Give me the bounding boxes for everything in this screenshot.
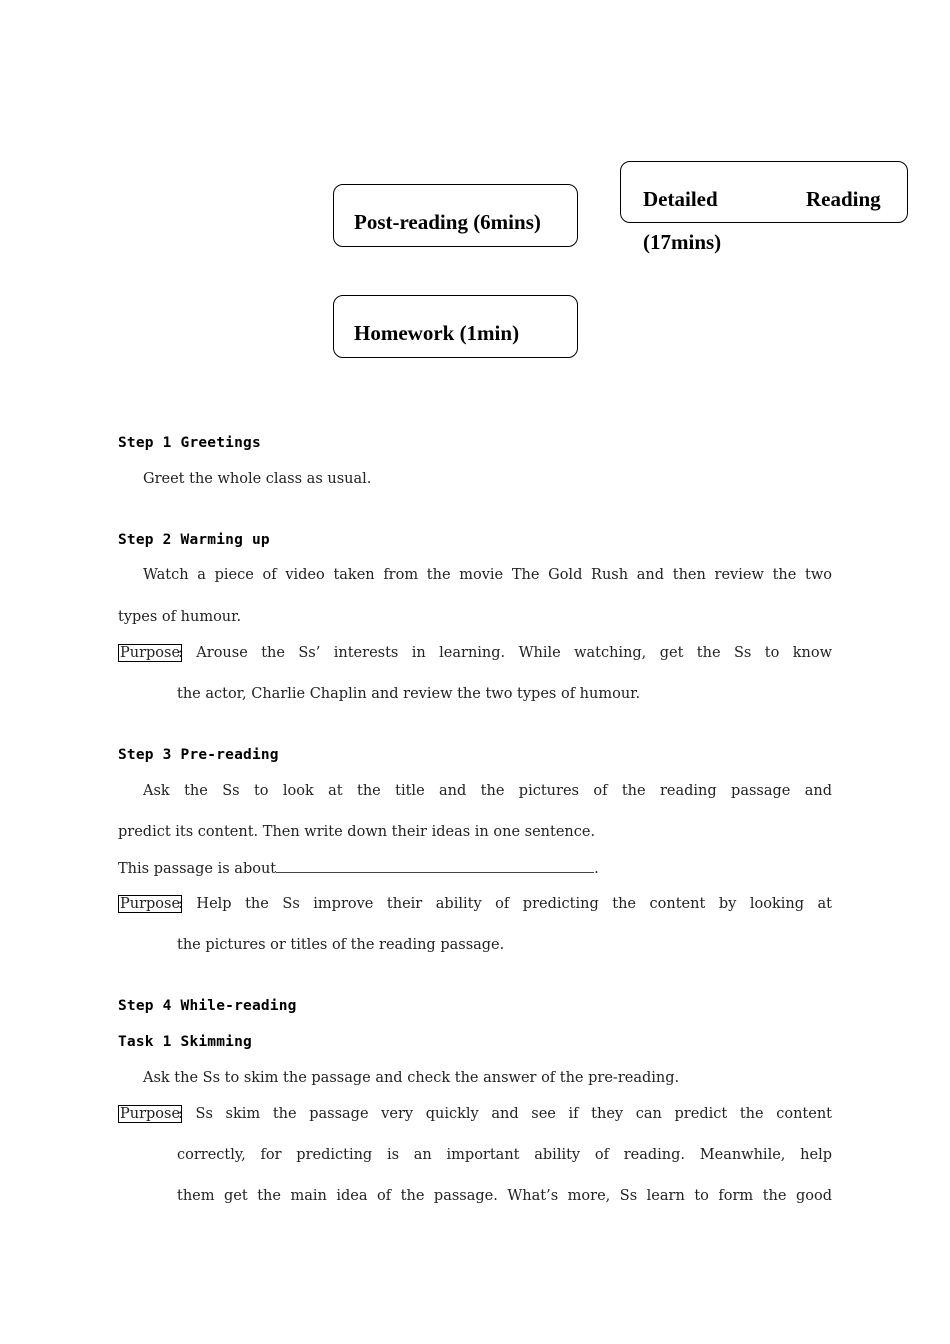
purpose-label: Purpose bbox=[120, 645, 181, 661]
step4-heading: Step 4 While-reading bbox=[118, 998, 297, 1014]
step4-text: Ask the Ss to skim the passage and check the answer of the pre-reading. bbox=[143, 1070, 680, 1086]
step2-purpose-line2: the actor, Charlie Chaplin and review the two types of humour. bbox=[177, 686, 641, 702]
homework-box bbox=[333, 295, 578, 358]
step3-text-line1: Ask the Ss to look at the title and the pictures of the reading passage and bbox=[143, 783, 832, 799]
post-reading-label: Post-reading (6mins) bbox=[354, 210, 541, 234]
step1-heading: Step 1 Greetings bbox=[118, 435, 261, 451]
step2-text-line1: Watch a piece of video taken from the movie The Gold Rush and then review the two bbox=[143, 567, 832, 583]
step3-purpose-line2: the pictures or titles of the reading passage. bbox=[177, 937, 505, 953]
step2-text-line2: types of humour. bbox=[118, 609, 242, 625]
task1-heading: Task 1 Skimming bbox=[118, 1034, 252, 1050]
step4-purpose-line3: them get the main idea of the passage. What’s more, Ss learn to form the good bbox=[177, 1188, 832, 1204]
step4-purpose-line2: correctly, for predicting is an important ability of reading. Meanwhile, help bbox=[177, 1147, 832, 1163]
fill-suffix: . bbox=[594, 861, 599, 877]
step4-purpose-row bbox=[118, 1106, 182, 1122]
step2-purpose-line1: : Arouse the Ss’ interests in learning. While watching, get the Ss to know bbox=[178, 645, 832, 661]
detailed-reading-time: (17mins) bbox=[643, 230, 722, 254]
detailed-reading-word1: Detailed bbox=[643, 187, 718, 211]
detailed-reading-word2: Reading bbox=[806, 187, 881, 211]
fill-prefix: This passage is about bbox=[118, 861, 277, 877]
answer-blank bbox=[276, 860, 594, 873]
step2-heading: Step 2 Warming up bbox=[118, 532, 270, 548]
step3-purpose-line1: : Help the Ss improve their ability of predicting the content by looking at bbox=[178, 896, 832, 912]
post-reading-box bbox=[333, 184, 578, 247]
step3-fill-in bbox=[118, 860, 599, 877]
purpose-label: Purpose bbox=[120, 1106, 181, 1122]
step1-text: Greet the whole class as usual. bbox=[143, 471, 372, 487]
step3-purpose-row bbox=[118, 896, 182, 912]
step3-text-line2: predict its content. Then write down their ideas in one sentence. bbox=[118, 824, 596, 840]
step3-heading: Step 3 Pre-reading bbox=[118, 747, 279, 763]
step4-purpose-line1: : Ss skim the passage very quickly and see if they can predict the content bbox=[178, 1106, 832, 1122]
purpose-label: Purpose bbox=[120, 896, 181, 912]
homework-label: Homework (1min) bbox=[354, 321, 520, 345]
